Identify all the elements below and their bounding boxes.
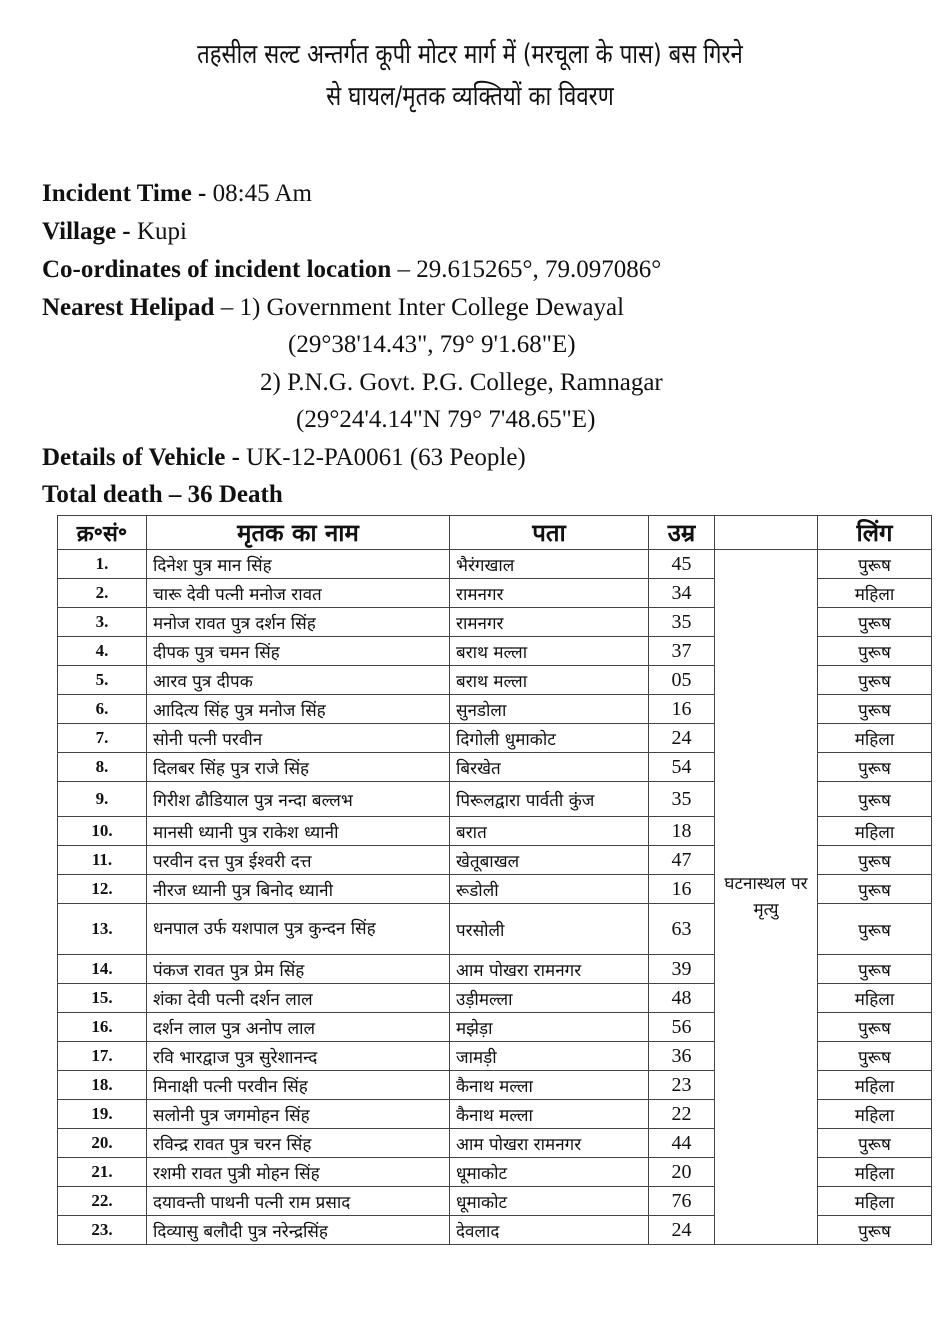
deceased-table xyxy=(57,515,932,1245)
sex: पुरूष xyxy=(818,666,932,695)
address: सुनडोला xyxy=(450,695,649,724)
address: मझेड़ा xyxy=(450,1013,649,1042)
serial-number: 3. xyxy=(58,608,147,637)
sex: महिला xyxy=(818,724,932,753)
sex: महिला xyxy=(818,1100,932,1129)
serial-number: 22. xyxy=(58,1187,147,1216)
age: 54 xyxy=(649,753,715,782)
incident-time xyxy=(42,180,312,208)
serial-number: 17. xyxy=(58,1042,147,1071)
serial-number: 18. xyxy=(58,1071,147,1100)
header-sex: लिंग xyxy=(818,516,932,550)
age: 45 xyxy=(649,550,715,579)
incident-time-label: Incident Time - xyxy=(42,180,213,207)
serial-number: 7. xyxy=(58,724,147,753)
address: कैनाथ मल्ला xyxy=(450,1071,649,1100)
age: 22 xyxy=(649,1100,715,1129)
helipad-1: – 1) Government Inter College Dewayal xyxy=(214,294,625,321)
age: 35 xyxy=(649,608,715,637)
table-header-row xyxy=(58,516,932,550)
sex: पुरूष xyxy=(818,955,932,984)
address: कैनाथ मल्ला xyxy=(450,1100,649,1129)
address: रामनगर xyxy=(450,579,649,608)
deceased-name: रवि भारद्वाज पुत्र सुरेशानन्द xyxy=(147,1042,450,1071)
serial-number: 11. xyxy=(58,846,147,875)
sex: महिला xyxy=(818,579,932,608)
village xyxy=(42,218,187,246)
sex: पुरूष xyxy=(818,1129,932,1158)
village-label: Village - xyxy=(42,218,137,245)
deceased-name: पंकज रावत पुत्र प्रेम सिंह xyxy=(147,955,450,984)
age: 16 xyxy=(649,875,715,904)
address: बरात xyxy=(450,817,649,846)
age: 18 xyxy=(649,817,715,846)
serial-number: 16. xyxy=(58,1013,147,1042)
total-death xyxy=(42,481,283,509)
sex: महिला xyxy=(818,984,932,1013)
header-address: पता xyxy=(450,516,649,550)
deceased-name: मिनाक्षी पत्नी परवीन सिंह xyxy=(147,1071,450,1100)
sex: पुरूष xyxy=(818,550,932,579)
address: आम पोखरा रामनगर xyxy=(450,1129,649,1158)
age: 34 xyxy=(649,579,715,608)
age: 76 xyxy=(649,1187,715,1216)
address: धूमाकोट xyxy=(450,1158,649,1187)
remark-died-at-site: घटनास्थल पर मृत्यु xyxy=(715,550,818,1245)
age: 35 xyxy=(649,782,715,817)
sex: पुरूष xyxy=(818,695,932,724)
address: रूडोली xyxy=(450,875,649,904)
title-line-1: तहसील सल्ट अन्तर्गत कूपी मोटर मार्ग में (मरचूला के पास) बस गिरने xyxy=(197,39,743,70)
age: 24 xyxy=(649,724,715,753)
age: 48 xyxy=(649,984,715,1013)
age: 16 xyxy=(649,695,715,724)
serial-number: 14. xyxy=(58,955,147,984)
coordinates-value: – 29.615265°, 79.097086° xyxy=(391,256,662,283)
address: पिरूलद्वारा पार्वती कुंज xyxy=(450,782,649,817)
address: बिरखेत xyxy=(450,753,649,782)
deceased-name: दिनेश पुत्र मान सिंह xyxy=(147,550,450,579)
address: दिगोली धुमाकोट xyxy=(450,724,649,753)
age: 23 xyxy=(649,1071,715,1100)
deceased-name: आदित्य सिंह पुत्र मनोज सिंह xyxy=(147,695,450,724)
serial-number: 12. xyxy=(58,875,147,904)
address: भैरंगखाल xyxy=(450,550,649,579)
serial-number: 10. xyxy=(58,817,147,846)
sex: महिला xyxy=(818,1187,932,1216)
sex: पुरूष xyxy=(818,637,932,666)
header-name: मृतक का नाम xyxy=(147,516,450,550)
coordinates-label: Co-ordinates of incident location xyxy=(42,256,392,283)
helipad-2: 2) P.N.G. Govt. P.G. College, Ramnagar xyxy=(260,369,663,396)
serial-number: 20. xyxy=(58,1129,147,1158)
serial-number: 19. xyxy=(58,1100,147,1129)
sex: महिला xyxy=(818,1071,932,1100)
deceased-name: मानसी ध्यानी पुत्र राकेश ध्यानी xyxy=(147,817,450,846)
sex: पुरूष xyxy=(818,753,932,782)
age: 63 xyxy=(649,904,715,955)
serial-number: 15. xyxy=(58,984,147,1013)
helipad-1-coordinates: (29°38'14.43", 79° 9'1.68"E) xyxy=(288,331,576,358)
deceased-name: आरव पुत्र दीपक xyxy=(147,666,450,695)
title-line-2: से घायल/मृतक व्यक्तियों का विवरण xyxy=(326,81,614,112)
serial-number: 5. xyxy=(58,666,147,695)
sex: पुरूष xyxy=(818,1013,932,1042)
vehicle-details xyxy=(42,444,526,472)
address: आम पोखरा रामनगर xyxy=(450,955,649,984)
age: 47 xyxy=(649,846,715,875)
coordinates xyxy=(42,256,661,284)
sex: पुरूष xyxy=(818,608,932,637)
address: परसोली xyxy=(450,904,649,955)
vehicle-label: Details of Vehicle - xyxy=(42,444,247,471)
age: 39 xyxy=(649,955,715,984)
sex: पुरूष xyxy=(818,846,932,875)
deceased-name: दर्शन लाल पुत्र अनोप लाल xyxy=(147,1013,450,1042)
deceased-name: दिलबर सिंह पुत्र राजे सिंह xyxy=(147,753,450,782)
deceased-name: रविन्द्र रावत पुत्र चरन सिंह xyxy=(147,1129,450,1158)
header-age: उम्र xyxy=(649,516,715,550)
deceased-name: दीपक पुत्र चमन सिंह xyxy=(147,637,450,666)
deceased-name: परवीन दत्त पुत्र ईश्वरी दत्त xyxy=(147,846,450,875)
deceased-name: सोनी पत्नी परवीन xyxy=(147,724,450,753)
address: उड़ीमल्ला xyxy=(450,984,649,1013)
serial-number: 8. xyxy=(58,753,147,782)
header-remark xyxy=(715,516,818,550)
nearest-helipad xyxy=(42,294,624,322)
document-title xyxy=(101,34,839,118)
age: 24 xyxy=(649,1216,715,1245)
total-death-label: Total death – 36 Death xyxy=(42,481,283,508)
serial-number: 21. xyxy=(58,1158,147,1187)
sex: पुरूष xyxy=(818,1216,932,1245)
village-value: Kupi xyxy=(136,218,187,245)
address: बराथ मल्ला xyxy=(450,637,649,666)
serial-number: 4. xyxy=(58,637,147,666)
age: 44 xyxy=(649,1129,715,1158)
vehicle-value: UK-12-PA0061 (63 People) xyxy=(246,444,526,471)
deceased-name: नीरज ध्यानी पुत्र बिनोद ध्यानी xyxy=(147,875,450,904)
serial-number: 9. xyxy=(58,782,147,817)
age: 37 xyxy=(649,637,715,666)
deceased-name: चारू देवी पत्नी मनोज रावत xyxy=(147,579,450,608)
helipad-2-coordinates: (29°24'4.14"N 79° 7'48.65"E) xyxy=(296,406,596,433)
age: 56 xyxy=(649,1013,715,1042)
age: 05 xyxy=(649,666,715,695)
sex: पुरूष xyxy=(818,904,932,955)
age: 20 xyxy=(649,1158,715,1187)
address: जामड़ी xyxy=(450,1042,649,1071)
address: खेतूबाखल xyxy=(450,846,649,875)
sex: महिला xyxy=(818,1158,932,1187)
helipad-label: Nearest Helipad xyxy=(42,294,215,321)
deceased-name: दयावन्ती पाथनी पत्नी राम प्रसाद xyxy=(147,1187,450,1216)
sex: पुरूष xyxy=(818,875,932,904)
sex: महिला xyxy=(818,817,932,846)
address: धूमाकोट xyxy=(450,1187,649,1216)
deceased-name: सलोनी पुत्र जगमोहन सिंह xyxy=(147,1100,450,1129)
serial-number: 13. xyxy=(58,904,147,955)
serial-number: 2. xyxy=(58,579,147,608)
deceased-name: धनपाल उर्फ यशपाल पुत्र कुन्दन सिंह xyxy=(147,904,450,955)
deceased-name: दिव्यासु बलौदी पुत्र नरेन्द्रसिंह xyxy=(147,1216,450,1245)
address: देवलाद xyxy=(450,1216,649,1245)
serial-number: 1. xyxy=(58,550,147,579)
deceased-name: शंका देवी पत्नी दर्शन लाल xyxy=(147,984,450,1013)
deceased-name: गिरीश ढौडियाल पुत्र नन्दा बल्लभ xyxy=(147,782,450,817)
serial-number: 6. xyxy=(58,695,147,724)
sex: पुरूष xyxy=(818,782,932,817)
incident-time-value: 08:45 Am xyxy=(212,180,312,207)
address: बराथ मल्ला xyxy=(450,666,649,695)
address: रामनगर xyxy=(450,608,649,637)
header-serial: क्र॰सं॰ xyxy=(58,516,147,550)
sex: पुरूष xyxy=(818,1042,932,1071)
deceased-name: रशमी रावत पुत्री मोहन सिंह xyxy=(147,1158,450,1187)
table-row xyxy=(58,550,932,579)
age: 36 xyxy=(649,1042,715,1071)
deceased-name: मनोज रावत पुत्र दर्शन सिंह xyxy=(147,608,450,637)
serial-number: 23. xyxy=(58,1216,147,1245)
